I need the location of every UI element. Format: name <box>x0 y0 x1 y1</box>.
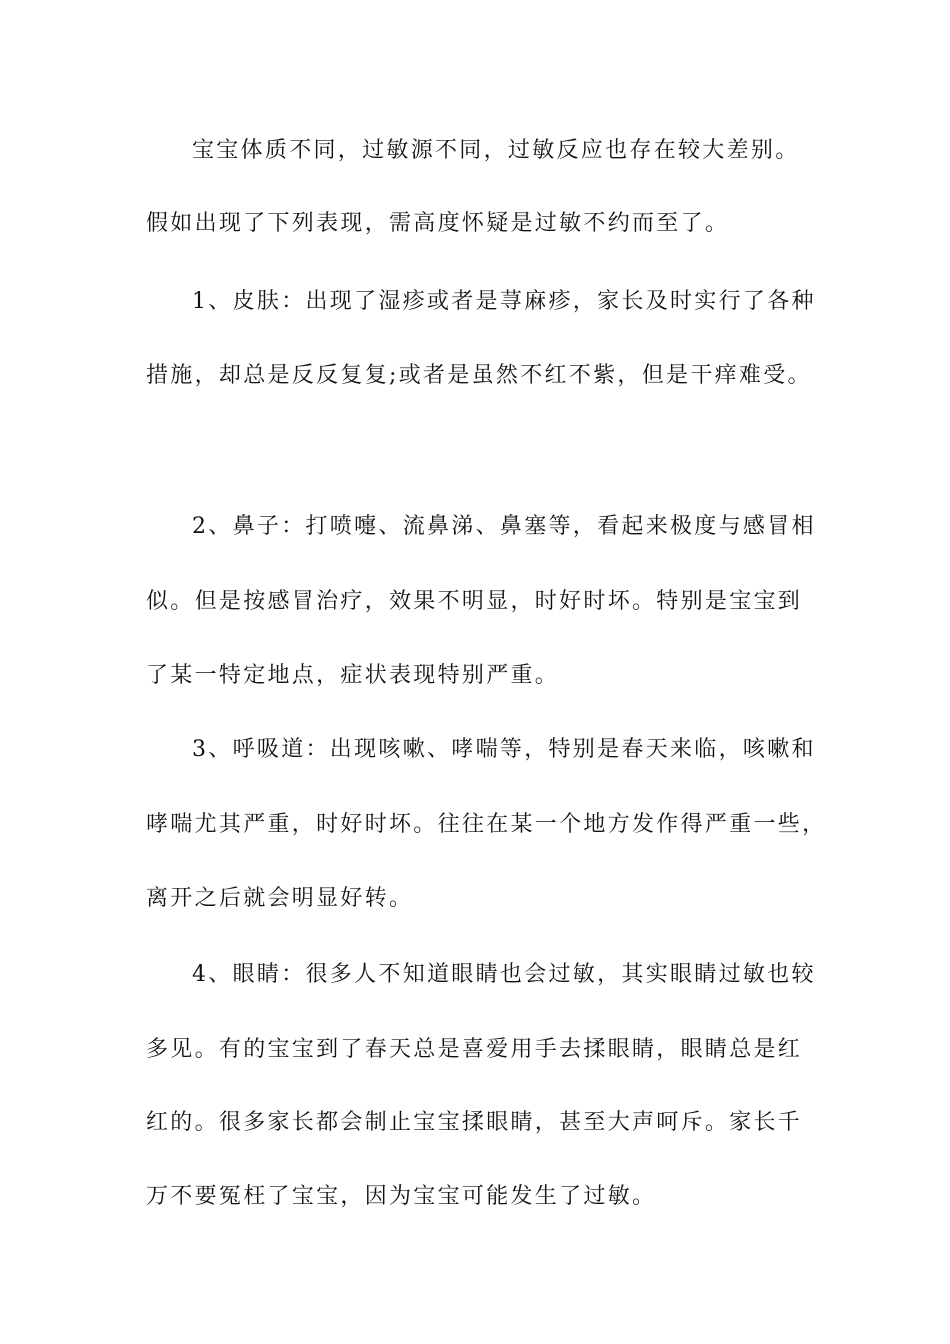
respiratory-line-1: 3、呼吸道：出现咳嗽、哮喘等，特别是春天来临，咳嗽和 <box>192 737 816 762</box>
eyes-line-2: 多见。有的宝宝到了春天总是喜爱用手去揉眼睛，眼睛总是红 <box>146 1037 803 1062</box>
intro-line-1: 宝宝体质不同，过敏源不同，过敏反应也存在较大差别。 <box>192 138 800 163</box>
nose-line-2: 似。但是按感冒治疗，效果不明显，时好时坏。特别是宝宝到 <box>146 589 803 614</box>
skin-line-1: 1、皮肤：出现了湿疹或者是荨麻疹，家长及时实行了各种 <box>192 289 816 314</box>
eyes-line-3: 红的。很多家长都会制止宝宝揉眼睛，甚至大声呵斥。家长千 <box>146 1110 803 1135</box>
respiratory-line-3: 离开之后就会明显好转。 <box>146 886 414 911</box>
intro-line-2: 假如出现了下列表现，需高度怀疑是过敏不约而至了。 <box>146 211 730 236</box>
respiratory-line-2: 哮喘尤其严重，时好时坏。往往在某一个地方发作得严重一些， <box>146 812 827 837</box>
nose-line-3: 了某一特定地点，症状表现特别严重。 <box>146 663 560 688</box>
skin-line-2: 措施，却总是反反复复;或者是虽然不红不紫，但是干痒难受。 <box>146 363 812 388</box>
eyes-line-4: 万不要冤枉了宝宝，因为宝宝可能发生了过敏。 <box>146 1184 657 1209</box>
nose-line-1: 2、鼻子：打喷嚏、流鼻涕、鼻塞等，看起来极度与感冒相 <box>192 514 816 539</box>
eyes-line-1: 4、眼睛：很多人不知道眼睛也会过敏，其实眼睛过敏也较 <box>192 962 816 987</box>
